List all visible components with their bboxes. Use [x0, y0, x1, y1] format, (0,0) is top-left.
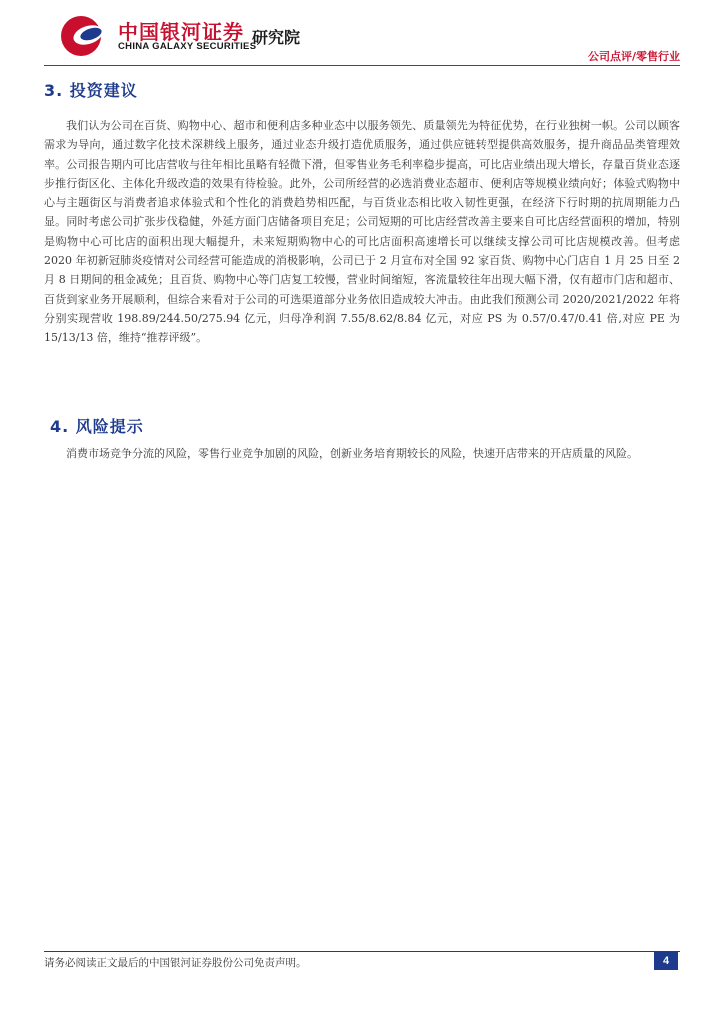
- report-category-tag: 公司点评/零售行业: [587, 50, 680, 63]
- footer-disclaimer: 请务必阅读正文最后的中国银河证券股份公司免责声明。: [44, 957, 307, 969]
- galaxy-logo-icon: [58, 14, 108, 58]
- page-number: 4: [654, 952, 678, 970]
- page-header: [0, 0, 724, 70]
- section-title-risk-warning: 4. 风险提示: [50, 417, 144, 436]
- institute-label: 研究院: [252, 28, 301, 47]
- company-name-cn: 中国银河证券: [118, 20, 244, 44]
- company-name-en: CHINA GALAXY SECURITIES: [118, 41, 257, 52]
- section-title-investment-advice: 3. 投资建议: [44, 81, 138, 100]
- risk-warning-paragraph: 消费市场竞争分流的风险，零售行业竞争加剧的风险，创新业务培育期较长的风险，快速开店带来的开店质量的风险。: [66, 447, 638, 460]
- investment-advice-paragraph: 我们认为公司在百货、购物中心、超市和便利店多种业态中以服务领先、质量领先为特征优势，在行业独树一帜。公司以顾客需求为导向，通过数字化技术深耕线上服务，通过业态升级打造优质服务，通过供应链转型提供高效服务，提升商品品类管理效率。公司报告期内可比店营收与往年相比虽略有轻微下滑，但零售业务毛利率稳步提高，可比店业绩出现大增长，存量百货业态逐步推行街区化、主体化升级改造的效果有待检验。此外，公司所经营的必选消费业态超市、便利店等规模业绩向好；体验式购物中心与主题街区与消费者追求体验式和个性化的消费趋势相匹配，与百货业态相比收入韧性更强，在经济下行时期的抗周期能力凸显。同时考虑公司扩张步伐稳健，外延方面门店储备项目充足；公司短期的可比店经营改善主要来自可比店经营面积的增加，特别是购物中心可比店的面积出现大幅提升，未来短期购物中心的可比店面积高速增长可以继续支撑公司可比店规模改善。但考虑 2020 年初新冠肺炎疫情对公司经营可能造成的消极影响，公司已于 2 月宣布对全国 92 家百货、购物中心门店自 1 月 25 日至 2 月 8 日期间的租金减免；且百货、购物中心等门店复工较慢，营业时间缩短，客流量较往年出现大幅下滑，仅有超市门店和超市、百货到家业务开展顺利，但综合来看对于公司的可选渠道部分业务依旧造成较大冲击。由此我们预测公司 2020/2021/2022 年将分别实现营收 198.89/244.50/275.94 亿元，归母净利润 7.55/8.62/8.84 亿元，对应 PS 为 0.57/0.47/0.41 倍,对应 PE 为 15/13/13 倍，维持“推荐评级”。: [44, 119, 680, 345]
- footer-divider: [44, 951, 680, 952]
- header-divider: [44, 65, 680, 66]
